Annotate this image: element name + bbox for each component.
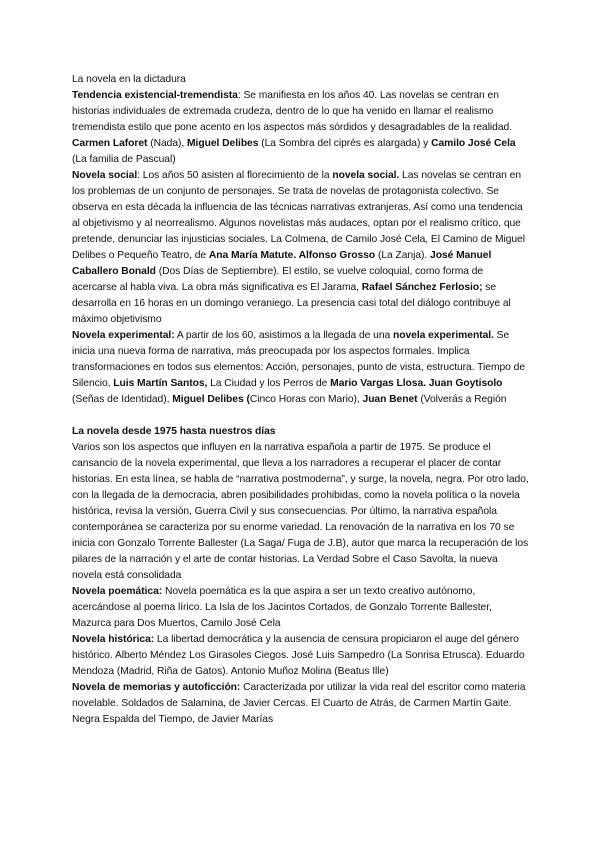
author-name: Mario Vargas Llosa. Juan Goytisolo [330,378,503,389]
bold-term: novela social. [332,170,400,181]
section-heading: Novela histórica: [72,634,155,645]
section-existencial: Tendencia existencial-tremendista: Se manifiesta en los años 40. Las novelas se centran en historias individuales de extremada crudeza, dentro de lo que ha venido en llamar el realismo tremendista estilo que pone acento en los aspectos más sórdidos y desagradables de la realidad. Carmen Laforet (Nada), Miguel Delibes (La Sombra del ciprés es alargada) y Camilo José Cela (La familia de Pascual) [72,90,516,165]
section-heading: Tendencia existencial-tremendista [72,90,238,101]
section-historica: Novela histórica: La libertad democrática y la ausencia de censura propiciaron el auge del género histórico. Alberto Méndez Los Girasoles Ciegos. José Luis Sampedro (La Sonrisa Etrusca). Eduardo Mendoza (Madrid, Riña de Gatos). Antonio Muñoz Molina (Beatus Ille) [72,634,525,677]
paragraph-1975: Varios son los aspectos que influyen en la narrativa española a partir de 1975. Se produce el cansancio de la novela experimental, que lleva a los narradores a recuperar el placer de contar historias. En esta línea, se habla de “narrativa postmoderna”, y surge, la novela, negra. Por otro lado, con la llegada de la democracia, abren posibilidades prohibidas, como la novela política o la novela histórica, revisa la versión, Guerra Civil y sus consecuencias. Por último, la narrativa española contemporánea se caracteriza por su enorme variedad. La renovación de la narrativa en los 70 se inicia con Gonzalo Torrente Ballester (La Saga/ Fuga de J.B), autor que marca la recuperación de los pilares de la narración y el arte de contar historias. La Verdad Sobre el Caso Savolta, la nueva novela está consolidada [72,442,529,581]
section-poematica: Novela poemática: Novela poemática es la que aspira a ser un texto creativo autónomo, acercándose al poema lírico. La Isla de los Jacintos Cortados, de Gonzalo Torrente Ballester, Mazurca para Dos Muertos, Camilo José Cela [72,586,492,629]
author-name: Rafael Sánchez Ferlosio; [361,282,483,293]
section-heading: Novela de memorias y autoficción: [72,682,241,693]
author-name: José Manuel Caballero Bonald [72,250,492,277]
section-experimental: Novela experimental: A partir de los 60, asistimos a la llegada de una novela experimental. Se inicia una nueva forma de narrativa, más preocupada por los aspectos formales. Implica transformaciones en todos sus elementos: Acción, personajes, punto de vista, estructura. Tiempo de Silencio, Luis Martín Santos, La Ciudad y los Perros de Mario Vargas Llosa. Juan Goytisolo (Señas de Identidad), Miguel Delibes (Cinco Horas con Mario), Juan Benet (Volverás a Región [72,330,525,405]
doc-title: La novela en la dictadura [72,74,186,85]
author-name: Miguel Delibes [187,138,259,149]
author-name: Ana María Matute. Alfonso Grosso [208,250,376,261]
doc-title-2: La novela desde 1975 hasta nuestros días [72,426,276,437]
section-heading: Novela social [72,170,138,181]
section-memorias: Novela de memorias y autoficción: Caracterizada por utilizar la vida real del escritor como materia novelable. Soldados de Salamina, de Javier Cercas. El Cuarto de Atrás, de Carmen Martín Gaite. Negra Espalda del Tiempo, de Javier Marías [72,682,526,725]
author-name: Carmen Laforet [72,138,148,149]
section-social: Novela social: Los años 50 asisten al florecimiento de la novela social. Las novelas se centran en los problemas de un conjunto de personajes. Se trata de novelas de protagonista colectivo. Se observa en esta década la influencia de las técnicas narrativas extranjeras. Así como una tendencia al objetivismo y al neorrealismo. Algunos novelistas más audaces, optan por el realismo crítico, que pretende, denunciar las injusticias sociales. La Colmena, de Camilo José Cela, El Camino de Miguel Delibes o Pequeño Teatro, de Ana María Matute. Alfonso Grosso (La Zanja). José Manuel Caballero Bonald (Dos Días de Septiembre). El estilo, se vuelve coloquial, como forma de acercarse al habla viva. La obra más significativa es El Jarama, Rafael Sánchez Ferlosio; se desarrolla en 16 horas en un domingo veraniego. La presencia casi total del diálogo contribuye al máximo objetivismo [72,170,525,325]
author-name: Camilo José Cela [431,138,516,149]
bold-term: novela experimental. [393,330,494,341]
section-heading: Novela poemática: [72,586,163,597]
author-name: Luis Martín Santos, [113,378,208,389]
author-name: Juan Benet [362,394,418,405]
author-name: Miguel Delibes ( [172,394,250,405]
paragraph-spacer [72,408,530,424]
section-heading: Novela experimental: [72,330,175,341]
